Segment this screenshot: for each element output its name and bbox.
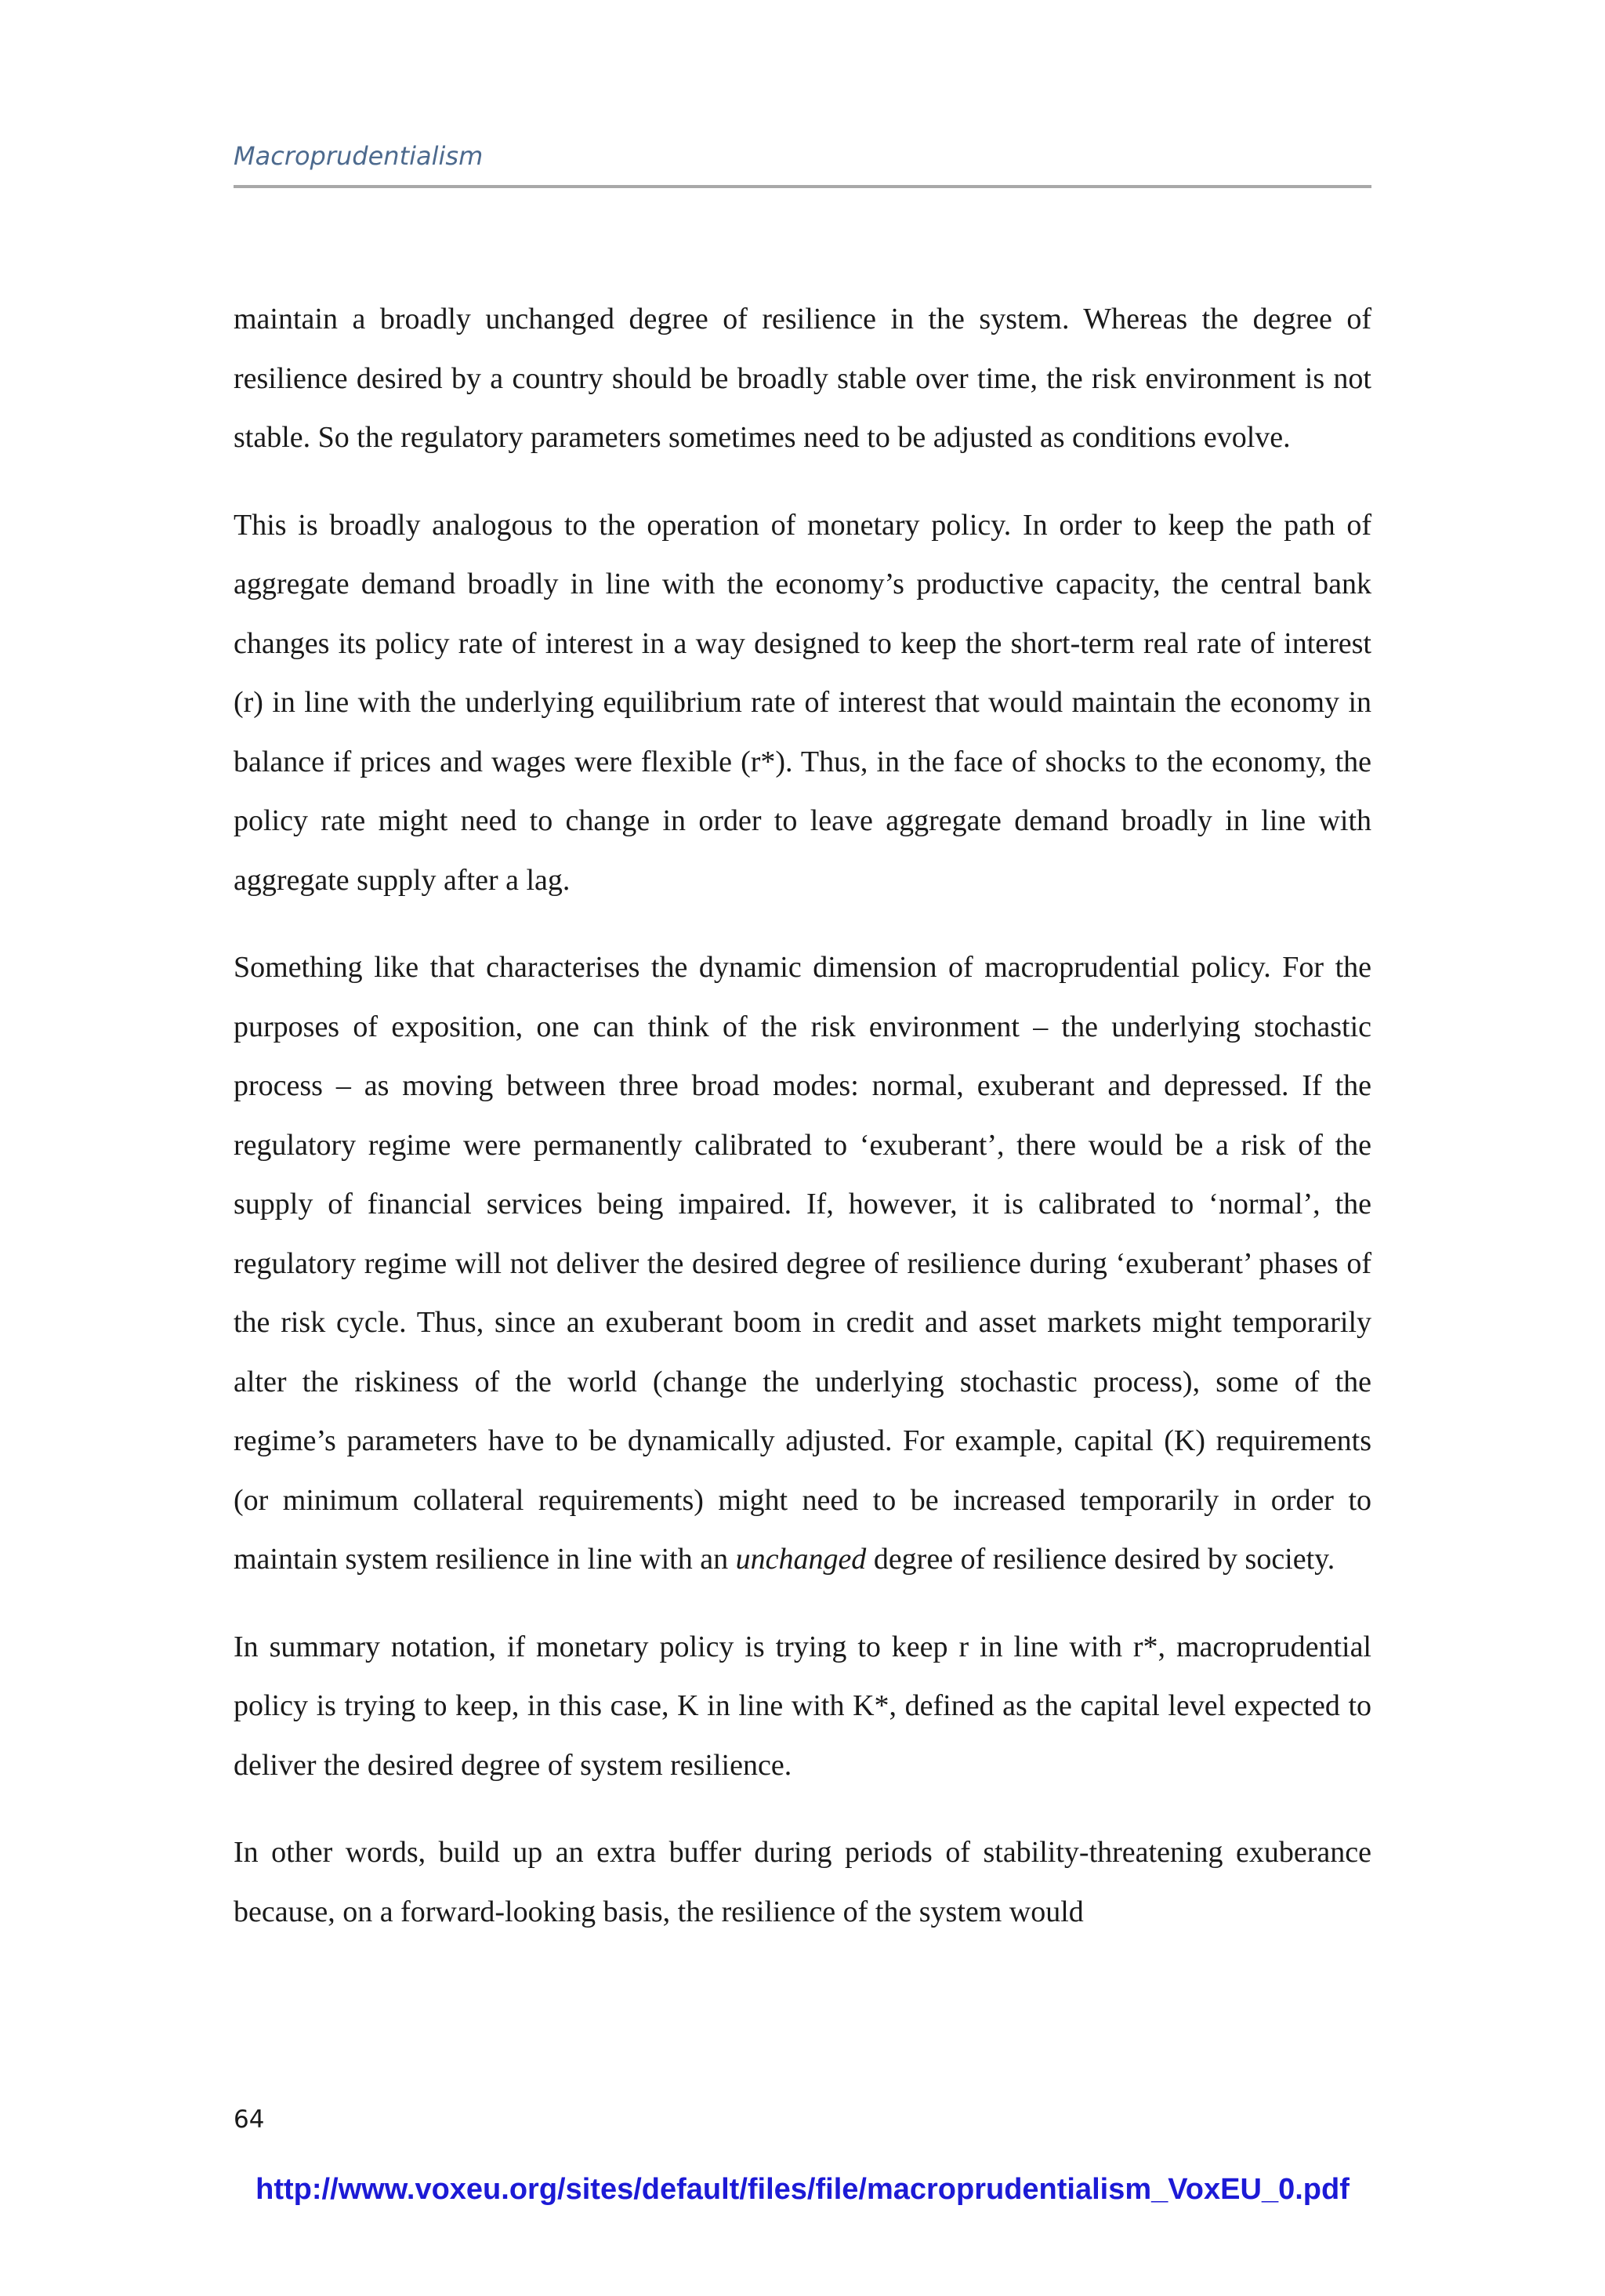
header-divider xyxy=(234,185,1371,188)
paragraph-3 xyxy=(234,938,1371,1590)
paragraph-4: In summary notation, if monetary policy is trying to keep r in line with r*, macroprudential policy is trying to keep, in this case, K in line with K*, defined as the capital level expected to deliver the desired degree of system resilience. xyxy=(234,1630,1371,1782)
paragraph-3-italic-word: unchanged xyxy=(735,1543,867,1576)
paragraph-2: This is broadly analogous to the operation of monetary policy. In order to keep the path of aggregate demand broadly in line with the economy’s productive capacity, the central bank changes its policy rate of interest in a way designed to keep the short-term real rate of interest (r) in line with the underlying equilibrium rate of interest that would maintain the economy in balance if prices and wages were flexible (r*). Thus, in the face of shocks to the economy, the policy rate might need to change in order to leave aggregate demand broadly in line with aggregate supply after a lag. xyxy=(234,508,1371,897)
running-header-title: Macroprudentialism xyxy=(234,141,484,171)
paragraph-5: In other words, build up an extra buffer during periods of stability-threatening exuberance because, on a forward-looking basis, the resilience of the system would xyxy=(234,1836,1371,1928)
page-number: 64 xyxy=(234,2106,265,2134)
paragraph-1: maintain a broadly unchanged degree of resilience in the system. Whereas the degree of resilience desired by a country should be broadly stable over time, the risk environment is not stable. So the regulatory parameters sometimes need to be adjusted as conditions evolve. xyxy=(234,303,1371,454)
source-url-link[interactable]: http://www.voxeu.org/sites/default/files/file/macroprudentialism_VoxEU_0.pdf xyxy=(255,2173,1350,2206)
paragraph-3-text-before: Something like that characterises the dynamic dimension of macroprudential policy. For the purposes of exposition, one can think of the risk environment – the underlying stochastic process – as moving between three broad modes: normal, exuberant and depressed. If the regulatory regime were permanently calibrated to ‘exuberant’, there would be a risk of the supply of financial services being impaired. If, however, it is calibrated to ‘normal’, the regulatory regime will not deliver the desired degree of resilience during ‘exuberant’ phases of the risk cycle. Thus, since an exuberant boom in credit and asset markets might temporarily alter the riskiness of the world (change the underlying stochastic process), some of the regime’s parameters have to be dynamically adjusted. For example, capital (K) requirements (or minimum collateral requirements) might need to be increased temporarily in order to maintain system resilience in line with an xyxy=(234,951,1371,1576)
paragraph-3-text-after: degree of resilience desired by society. xyxy=(866,1543,1335,1576)
body-text xyxy=(234,290,1371,1970)
